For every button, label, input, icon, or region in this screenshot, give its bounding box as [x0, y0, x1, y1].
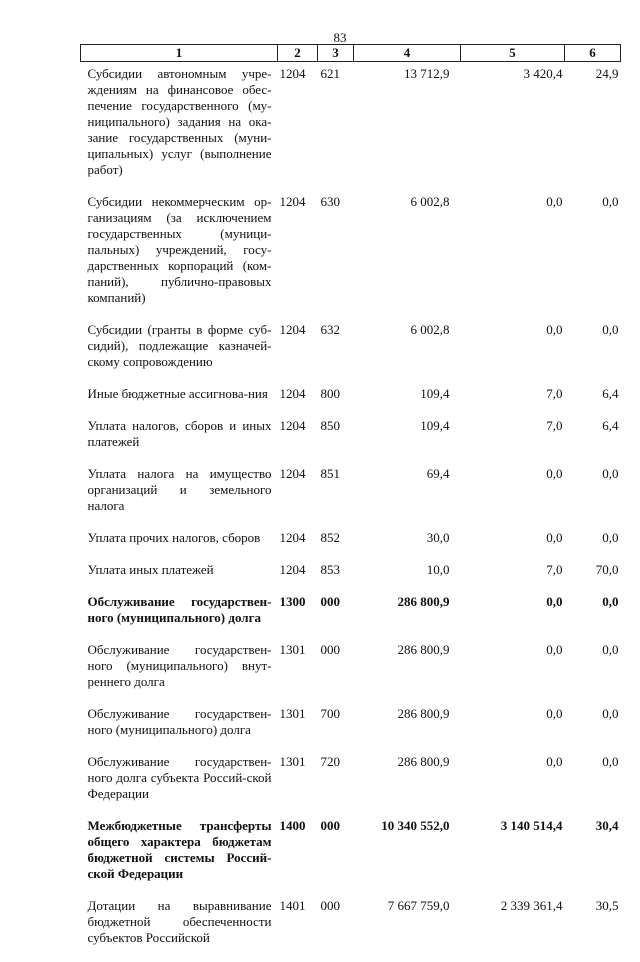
- row-code: 720: [318, 754, 354, 818]
- row-name: Обслуживание государствен-ного (муниципального) внут-реннего долга: [81, 642, 278, 706]
- row-section: 1204: [278, 322, 318, 386]
- row-code: 700: [318, 706, 354, 754]
- budget-table: [80, 44, 621, 962]
- row-section: 1204: [278, 418, 318, 466]
- row-executed: 0,0: [461, 754, 565, 818]
- row-amount: 286 800,9: [354, 754, 461, 818]
- row-name: Уплата прочих налогов, сборов: [81, 530, 278, 562]
- row-section: 1300: [278, 594, 318, 642]
- table-row: [81, 466, 621, 530]
- row-executed: 7,0: [461, 386, 565, 418]
- header-col-4: 4: [354, 45, 461, 62]
- row-amount: 286 800,9: [354, 706, 461, 754]
- row-amount: 6 002,8: [354, 322, 461, 386]
- table-row: [81, 62, 621, 195]
- row-section: 1301: [278, 706, 318, 754]
- row-code: 852: [318, 530, 354, 562]
- row-amount: 7 667 759,0: [354, 898, 461, 962]
- row-section: 1401: [278, 898, 318, 962]
- row-percent: 6,4: [565, 418, 621, 466]
- row-name: Иные бюджетные ассигнова-ния: [81, 386, 278, 418]
- row-name: Уплата иных платежей: [81, 562, 278, 594]
- table-header: [81, 45, 621, 62]
- page-number: 83: [0, 30, 640, 46]
- row-code: 630: [318, 194, 354, 322]
- row-percent: 0,0: [565, 594, 621, 642]
- row-percent: 0,0: [565, 194, 621, 322]
- row-name: Субсидии (гранты в форме суб-сидий), подлежащие казначей-скому сопровождению: [81, 322, 278, 386]
- row-name: Субсидии автономным учре-ждениям на финансовое обес-печение государственного (му-ниципального) задания на ока-зание государственных (муни-ципальных) услуг (выполнение работ): [81, 62, 278, 195]
- row-percent: 70,0: [565, 562, 621, 594]
- row-section: 1400: [278, 818, 318, 898]
- header-col-5: 5: [461, 45, 565, 62]
- row-executed: 7,0: [461, 562, 565, 594]
- row-executed: 0,0: [461, 594, 565, 642]
- row-amount: 109,4: [354, 386, 461, 418]
- row-code: 000: [318, 818, 354, 898]
- row-section: 1301: [278, 642, 318, 706]
- table-body: [81, 62, 621, 962]
- row-percent: 0,0: [565, 642, 621, 706]
- row-name: Обслуживание государствен-ного (муниципального) долга: [81, 706, 278, 754]
- row-section: 1204: [278, 562, 318, 594]
- row-percent: 0,0: [565, 466, 621, 530]
- table-row: [81, 706, 621, 754]
- row-executed: 0,0: [461, 642, 565, 706]
- table-row: [81, 530, 621, 562]
- table-row: [81, 194, 621, 322]
- row-amount: 286 800,9: [354, 594, 461, 642]
- row-name: Дотации на выравнивание бюджетной обеспеченности субъектов Российской: [81, 898, 278, 962]
- row-executed: 0,0: [461, 530, 565, 562]
- row-amount: 30,0: [354, 530, 461, 562]
- row-executed: 0,0: [461, 194, 565, 322]
- table-row: [81, 562, 621, 594]
- row-percent: 0,0: [565, 322, 621, 386]
- table-row: [81, 754, 621, 818]
- row-name: Межбюджетные трансферты общего характера бюджетам бюджетной системы Россий-ской Федерации: [81, 818, 278, 898]
- row-executed: 3 140 514,4: [461, 818, 565, 898]
- header-row: [81, 45, 621, 62]
- row-percent: 24,9: [565, 62, 621, 195]
- row-name: Обслуживание государствен-ного (муниципального) долга: [81, 594, 278, 642]
- row-percent: 6,4: [565, 386, 621, 418]
- header-col-2: 2: [278, 45, 318, 62]
- row-section: 1301: [278, 754, 318, 818]
- row-section: 1204: [278, 530, 318, 562]
- row-section: 1204: [278, 194, 318, 322]
- row-code: 000: [318, 898, 354, 962]
- row-amount: 69,4: [354, 466, 461, 530]
- header-col-1: 1: [81, 45, 278, 62]
- row-percent: 0,0: [565, 530, 621, 562]
- table-row: [81, 322, 621, 386]
- row-percent: 30,4: [565, 818, 621, 898]
- row-code: 621: [318, 62, 354, 195]
- row-code: 800: [318, 386, 354, 418]
- header-col-3: 3: [318, 45, 354, 62]
- row-code: 853: [318, 562, 354, 594]
- header-col-6: 6: [565, 45, 621, 62]
- table-row: [81, 418, 621, 466]
- row-code: 850: [318, 418, 354, 466]
- row-name: Субсидии некоммерческим ор-ганизациям (за исключением государственных (муници-пальных) учреждений, госу-дарственных корпораций (ком-паний), публично-правовых компаний): [81, 194, 278, 322]
- row-executed: 0,0: [461, 466, 565, 530]
- row-executed: 2 339 361,4: [461, 898, 565, 962]
- row-amount: 286 800,9: [354, 642, 461, 706]
- row-amount: 13 712,9: [354, 62, 461, 195]
- row-amount: 109,4: [354, 418, 461, 466]
- row-code: 632: [318, 322, 354, 386]
- row-executed: 3 420,4: [461, 62, 565, 195]
- row-executed: 0,0: [461, 706, 565, 754]
- table-row: [81, 594, 621, 642]
- table-row: [81, 642, 621, 706]
- row-percent: 30,5: [565, 898, 621, 962]
- row-amount: 6 002,8: [354, 194, 461, 322]
- row-code: 000: [318, 594, 354, 642]
- table-row: [81, 818, 621, 898]
- row-section: 1204: [278, 62, 318, 195]
- row-executed: 0,0: [461, 322, 565, 386]
- row-name: Уплата налогов, сборов и иных платежей: [81, 418, 278, 466]
- row-name: Обслуживание государствен-ного долга субъекта Россий-ской Федерации: [81, 754, 278, 818]
- row-code: 851: [318, 466, 354, 530]
- row-name: Уплата налога на имущество организаций и земельного налога: [81, 466, 278, 530]
- row-section: 1204: [278, 466, 318, 530]
- row-percent: 0,0: [565, 754, 621, 818]
- row-percent: 0,0: [565, 706, 621, 754]
- table-row: [81, 386, 621, 418]
- row-amount: 10,0: [354, 562, 461, 594]
- row-amount: 10 340 552,0: [354, 818, 461, 898]
- row-section: 1204: [278, 386, 318, 418]
- row-executed: 7,0: [461, 418, 565, 466]
- row-code: 000: [318, 642, 354, 706]
